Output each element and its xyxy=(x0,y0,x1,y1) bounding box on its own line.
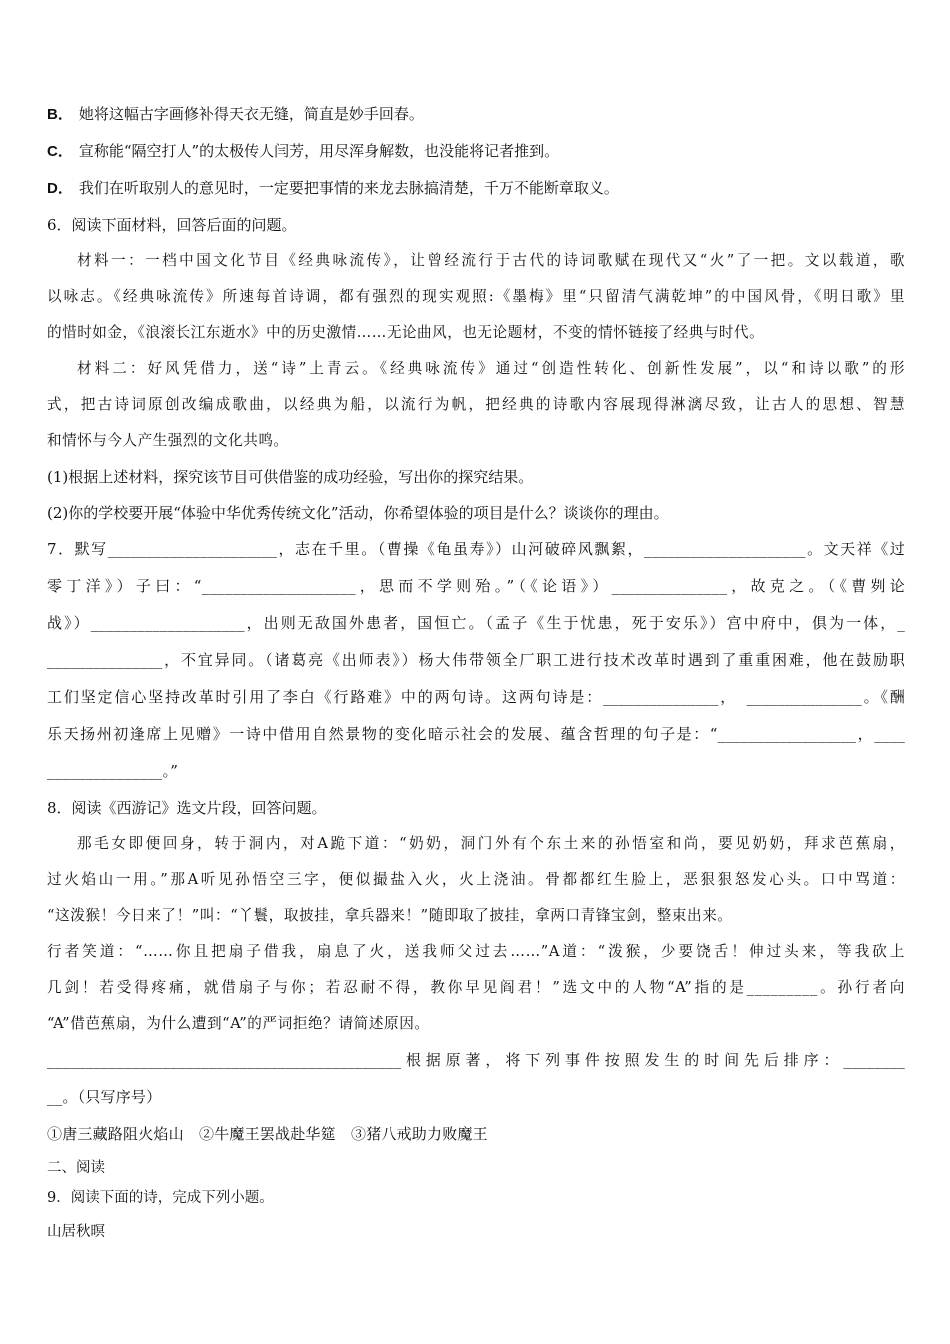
document-page xyxy=(47,96,905,1247)
order-question-tail: __。（只写序号） xyxy=(47,1088,162,1106)
material-2-line: 和情怀与今人产生强烈的文化共鸣。 xyxy=(47,432,289,449)
material-2-line: 式，把古诗词原创改编成歌曲，以经典为船，以流行为帆，把经典的诗歌内容展现得淋漓尽致，让古人的思想、智慧 xyxy=(47,396,905,413)
question-9-title: 9．阅读下面的诗，完成下列小题。 xyxy=(47,1190,274,1206)
passage-line: 过火焰山一用。”那A听见孙悟空三字，便似撮盐入火，火上浇油。骨都都红生脸上，恶狠狠怒发心头。口中骂道： xyxy=(47,871,905,888)
passage-line: 几剑！若受得疼痛，就借扇子与你；若忍耐不得，教你早见阎君！”选文中的人物“A”指的是_________。孙行者向 xyxy=(47,979,905,996)
section-heading: 二、阅读 xyxy=(47,1160,105,1176)
question-8-title: 8．阅读《西游记》选文片段，回答问题。 xyxy=(47,799,327,817)
order-question-line: ______________________________________________根据原著，将下列事件按照发生的时间先后排序：________ xyxy=(47,1051,905,1069)
passage-line: 那毛女即便回身，转于洞内，对A跪下道：“奶奶，洞门外有个东土来的孙悟室和尚，要见奶奶，拜求芭蕉扇， xyxy=(77,835,905,852)
passage-line: “A”借芭蕉扇，为什么遭到“A”的严词拒绝？请简述原因。 xyxy=(47,1015,430,1032)
question-7-line: 零丁洋》）子曰：“____________________，思而不学则殆。”（《论语》）_______________，故克之。（《曹刿论 xyxy=(47,577,905,595)
question-7-line: 工们坚定信心坚持改革时引用了李白《行路难》中的两句诗。这两句诗是：_______________， _______________。《酬 xyxy=(47,688,905,706)
question-6-title: 6．阅读下面材料，回答后面的问题。 xyxy=(47,216,297,234)
option-c: C． 宣称能“隔空打人”的太极传人闫芳，用尽浑身解数，也没能将记者推到。 xyxy=(47,142,560,160)
question-7-line: _______________，不宜异同。（诸葛亮《出师表》）杨大伟带领全厂职工进行技术改革时遇到了重重困难，他在鼓励职 xyxy=(47,651,905,669)
material-1-line: 材料一：一档中国文化节目《经典咏流传》，让曾经流行于古代的诗词歌赋在现代又“火”了一把。文以载道，歌 xyxy=(77,252,905,269)
event-list: ①唐三藏路阻火焰山 ②牛魔王罢战赴华筵 ③猪八戒助力败魔王 xyxy=(47,1125,488,1143)
option-b: B． 她将这幅古字画修补得天衣无缝，简直是妙手回春。 xyxy=(47,105,424,123)
question-7-line: 7．默写______________________，志在千里。（曹操《龟虽寿》）山河破碎风飘絮，_____________________。文天祥《过 xyxy=(47,540,905,558)
passage-line: “这泼猴！今日来了！”叫：“丫鬟，取披挂，拿兵器来！”随即取了披挂，拿两口青锋宝剑，整束出来。 xyxy=(47,907,733,924)
option-d: D． 我们在听取别人的意见时，一定要把事情的来龙去脉搞清楚，千万不能断章取义。 xyxy=(47,179,619,197)
poem-title: 山居秋暝 xyxy=(47,1224,105,1240)
question-6-sub-2: (2)你的学校要开展“体验中华优秀传统文化”活动，你希望体验的项目是什么？谈谈你的理由。 xyxy=(47,504,669,522)
question-7-line: 乐天扬州初逢席上见赠》一诗中借用自然景物的变化暗示社会的发展、蕴含哲理的句子是：“__________________，____ xyxy=(47,725,905,743)
material-1-line: 以咏志。《经典咏流传》所速每首诗调，都有强烈的现实观照:《墨梅》里“只留清气满乾坤”的中国风骨，《明日歌》里 xyxy=(47,288,905,305)
question-7-line: _______________。” xyxy=(47,762,179,780)
material-2-line: 材料二：好风凭借力，送“诗”上青云。《经典咏流传》通过“创造性转化、创新性发展”，以“和诗以歌”的形 xyxy=(77,360,905,377)
material-1-line: 的惜时如金，《浪滚长江东逝水》中的历史激情……无论曲风，也无论题材，不变的情怀链接了经典与时代。 xyxy=(47,324,765,341)
question-7-line: 战》）____________________，出则无敌国外患者，国恒亡。（孟子《生于忧患，死于安乐》）宫中府中，俱为一体，_ xyxy=(47,614,905,632)
passage-line: 行者笑道：“……你且把扇子借我，扇息了火，送我师父过去……”A道：“泼猴，少要饶舌！伸过头来，等我砍上 xyxy=(47,943,905,960)
question-6-sub-1: (1)根据上述材料，探究该节目可供借鉴的成功经验，写出你的探究结果。 xyxy=(47,468,534,486)
